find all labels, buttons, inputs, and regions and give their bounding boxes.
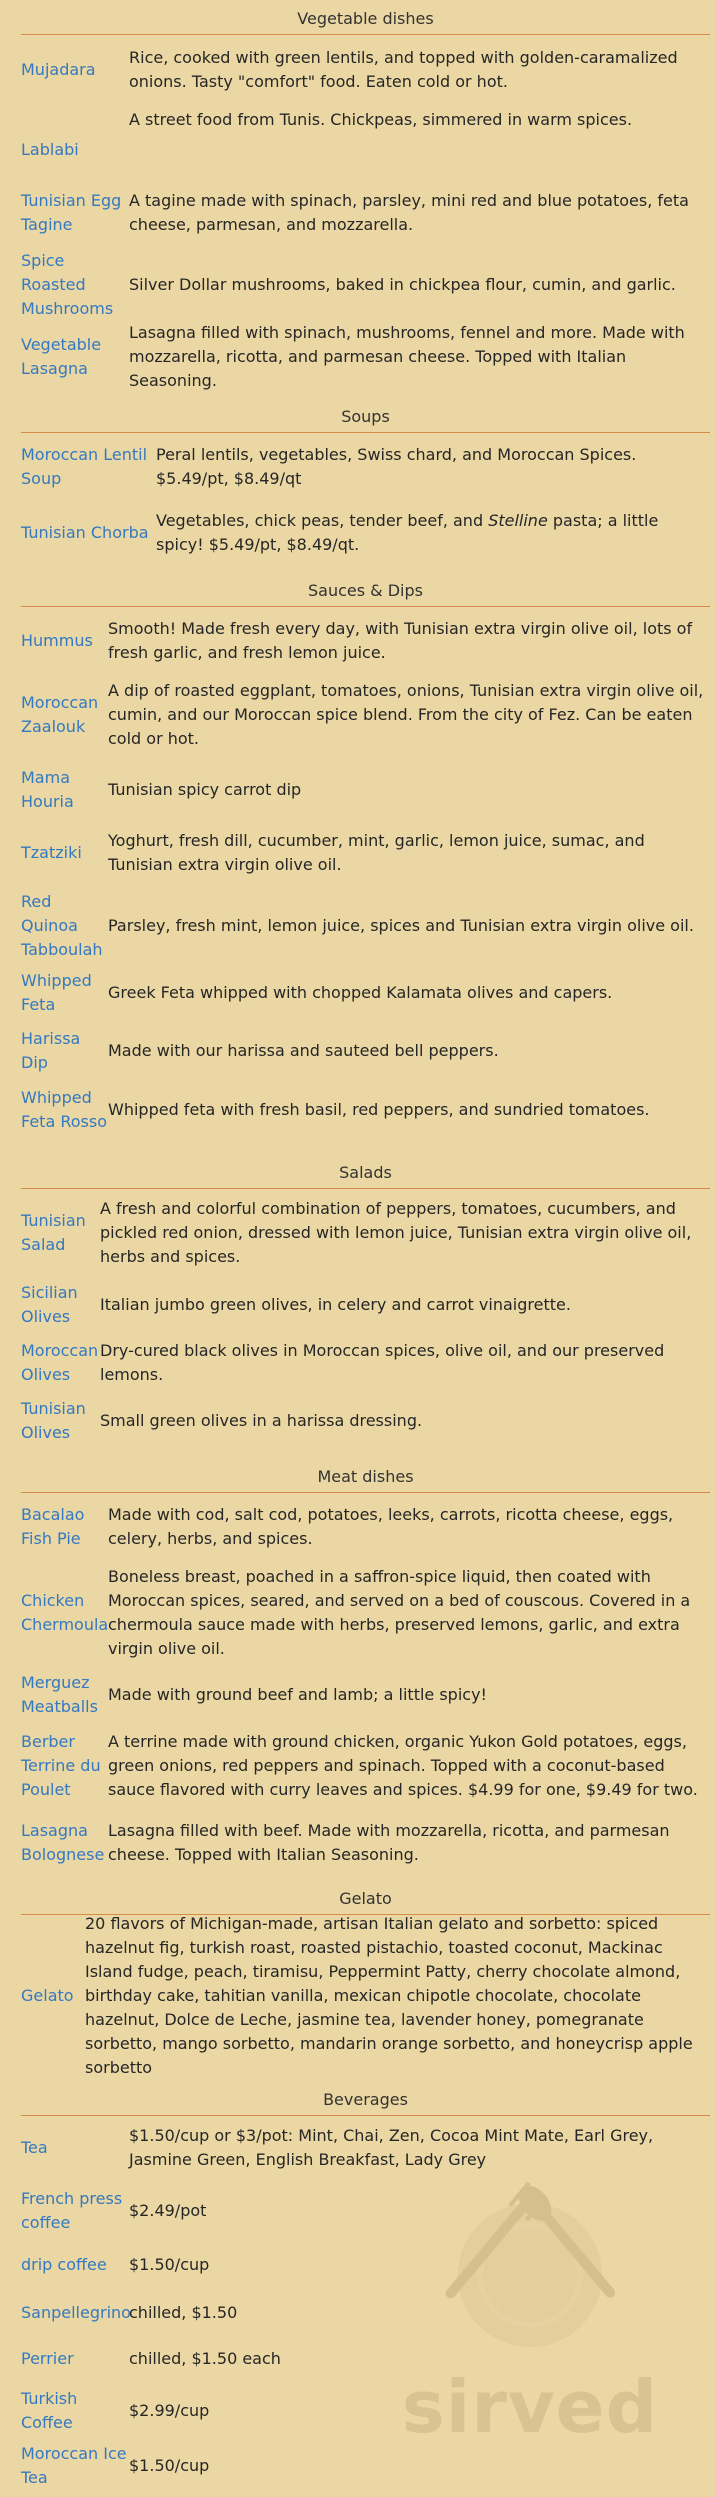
menu-item	[21, 1560, 708, 1666]
menu-item	[21, 1278, 708, 1332]
section-title: Soups	[21, 400, 710, 433]
item-name[interactable]: Gelato	[21, 1986, 74, 2005]
menu-item	[21, 1082, 708, 1138]
section-salads	[21, 1156, 710, 1456]
item-name[interactable]: Merguez Meatballs	[21, 1673, 98, 1716]
item-description: A terrine made with ground chicken, organic Yukon Gold potatoes, eggs, green onions, red peppers and spinach. Topped with a coconut-based sauce flavored with curry leaves and spices. $4.99 for one, $9.49 for two.	[108, 1732, 698, 1799]
menu-item	[21, 2439, 699, 2493]
menu-item	[21, 38, 707, 102]
item-name[interactable]: Bacalao Fish Pie	[21, 1505, 85, 1548]
section-title: Meat dishes	[21, 1460, 710, 1493]
section-title: Beverages	[21, 2083, 710, 2116]
item-name[interactable]: Spice Roasted Mushrooms	[21, 251, 114, 318]
item-description: Made with our harissa and sauteed bell peppers.	[108, 1041, 499, 1060]
menu-item	[21, 178, 707, 248]
item-name[interactable]: Hummus	[21, 631, 93, 650]
item-name[interactable]: Sicilian Olives	[21, 1283, 78, 1326]
item-description: Lasagna filled with spinach, mushrooms, fennel and more. Made with mozzarella, ricotta, and parmesan cheese. Topped with Italian Seasoning.	[129, 323, 685, 390]
menu-item	[21, 323, 707, 390]
menu-item	[21, 966, 708, 1020]
item-description: Made with ground beef and lamb; a little spicy!	[108, 1685, 487, 1704]
section-title: Gelato	[21, 1882, 710, 1915]
menu-item	[21, 248, 707, 322]
menu-item	[21, 1192, 708, 1274]
item-description: Tunisian spicy carrot dip	[108, 780, 302, 799]
menu-item	[21, 674, 708, 756]
item-description: Yoghurt, fresh dill, cucumber, mint, garlic, lemon juice, sumac, and Tunisian extra virgin olive oil.	[108, 831, 645, 874]
item-name[interactable]: Moroccan Olives	[21, 1341, 99, 1384]
item-description: Made with cod, salt cod, potatoes, leeks, carrots, ricotta cheese, eggs, celery, herbs, and spices.	[108, 1505, 674, 1548]
item-description: Small green olives in a harissa dressing.	[100, 1411, 423, 1430]
item-name[interactable]: Tunisian Salad	[21, 1211, 86, 1254]
item-description: Boneless breast, poached in a saffron-spice liquid, then coated with Moroccan spices, seared, and served on a bed of couscous. Covered in a chermoula sauce made with herbs, preserved lemons, garlic, and extra virgin olive oil.	[108, 1567, 691, 1658]
item-name[interactable]: Turkish Coffee	[21, 2389, 78, 2432]
menu-item	[21, 2337, 699, 2381]
section-beverages	[21, 2083, 710, 2495]
item-description: $1.50/cup	[129, 2255, 210, 2274]
item-description: Peral lentils, vegetables, Swiss chard, and Moroccan Spices. $5.49/pt, $8.49/qt	[156, 445, 637, 488]
item-description: Parsley, fresh mint, lemon juice, spices and Tunisian extra virgin olive oil.	[108, 916, 694, 935]
item-name[interactable]: Tunisian Chorba	[21, 523, 149, 542]
item-description: chilled, $1.50	[129, 2303, 238, 2322]
item-name[interactable]: Whipped Feta	[21, 971, 92, 1014]
item-description: A tagine made with spinach, parsley, mini red and blue potatoes, feta cheese, parmesan, and mozzarella.	[129, 191, 689, 234]
item-description: Rice, cooked with green lentils, and topped with golden-caramalized onions. Tasty "comfort" food. Eaten cold or hot.	[129, 48, 678, 91]
menu-item	[21, 1394, 708, 1448]
item-description: $2.49/pot	[129, 2201, 207, 2220]
menu-item	[21, 2291, 699, 2335]
section-soups	[21, 400, 710, 580]
item-name[interactable]: Whipped Feta Rosso	[21, 1088, 107, 1131]
item-name[interactable]: Tunisian Olives	[21, 1399, 86, 1442]
menu-item	[21, 1024, 708, 1078]
item-name[interactable]: Vegetable Lasagna	[21, 335, 102, 378]
item-description: Silver Dollar mushrooms, baked in chickpea flour, cumin, and garlic.	[129, 275, 676, 294]
item-name[interactable]: French press coffee	[21, 2189, 123, 2232]
item-description: A fresh and colorful combination of peppers, tomatoes, cucumbers, and pickled red onion, dressed with lemon juice, Tunisian extra virgin olive oil, herbs and spices.	[100, 1199, 692, 1266]
item-description: Whipped feta with fresh basil, red peppers, and sundried tomatoes.	[108, 1100, 650, 1119]
section-title: Vegetable dishes	[21, 2, 710, 35]
item-description: Smooth! Made fresh every day, with Tunisian extra virgin olive oil, lots of fresh garlic, and fresh lemon juice.	[108, 619, 693, 662]
item-description: Dry-cured black olives in Moroccan spices, olive oil, and our preserved lemons.	[100, 1341, 665, 1384]
menu-item	[21, 104, 707, 176]
item-name[interactable]: Mujadara	[21, 60, 96, 79]
menu-item	[21, 1668, 708, 1722]
section-gelato	[21, 1882, 710, 2082]
section-title: Sauces & Dips	[21, 574, 710, 607]
menu-item	[21, 822, 708, 884]
item-name[interactable]: Moroccan Ice Tea	[21, 2444, 127, 2487]
item-description: Lasagna filled with beef. Made with mozzarella, ricotta, and parmesan cheese. Topped with Italian Seasoning.	[108, 1821, 670, 1864]
item-name[interactable]: Mama Houria	[21, 768, 74, 811]
item-description: A street food from Tunis. Chickpeas, simmered in warm spices.	[129, 110, 633, 129]
item-name[interactable]: Tzatziki	[21, 843, 82, 862]
item-name[interactable]: Berber Terrine du Poulet	[21, 1732, 101, 1799]
section-title: Salads	[21, 1156, 710, 1189]
menu-item	[21, 1336, 708, 1390]
item-name[interactable]: Tea	[21, 2138, 48, 2157]
section-vegetable-dishes	[21, 2, 710, 416]
item-name[interactable]: Lablabi	[21, 140, 79, 159]
menu-item	[21, 1722, 708, 1810]
item-description: 20 flavors of Michigan-made, artisan Italian gelato and sorbetto: spiced hazelnut fig, turkish roast, roasted pistachio, toasted coconut, Mackinac Island fudge, peach, tiramisu, Peppermint Patty, cherry chocolate almond, birthday cake, tahitian vanilla, mexican chipotle chocolate, chocolate hazelnut, Dolce de Leche, jasmine tea, lavender honey, pomegranate sorbetto, mango sorbetto, mandarin orange sorbetto, and honeycrisp apple sorbetto	[85, 1914, 693, 2077]
item-name[interactable]: Harissa Dip	[21, 1029, 81, 1072]
item-description: $2.99/cup	[129, 2401, 210, 2420]
menu-item	[21, 2243, 699, 2287]
item-name[interactable]: Tunisian Egg Tagine	[21, 191, 122, 234]
item-description: Italian jumbo green olives, in celery and carrot vinaigrette.	[100, 1295, 571, 1314]
item-description: Greek Feta whipped with chopped Kalamata olives and capers.	[108, 983, 613, 1002]
menu-item	[21, 610, 708, 672]
item-name[interactable]: drip coffee	[21, 2255, 107, 2274]
watermark-text: sirved	[401, 2365, 659, 2449]
menu-item	[21, 2183, 699, 2239]
menu-item	[21, 1914, 708, 2077]
section-sauces-dips	[21, 574, 710, 1164]
item-name[interactable]: Red Quinoa Tabboulah	[21, 892, 103, 959]
item-name[interactable]: Perrier	[21, 2349, 74, 2368]
item-description: $1.50/cup or $3/pot: Mint, Chai, Zen, Cocoa Mint Mate, Earl Grey, Jasmine Green, English Breakfast, Lady Grey	[129, 2126, 654, 2169]
menu-item	[21, 888, 708, 964]
menu-item	[21, 1812, 708, 1874]
item-name[interactable]: Moroccan Lentil Soup	[21, 445, 148, 488]
item-name[interactable]: Moroccan Zaalouk	[21, 693, 99, 736]
menu-item	[21, 2383, 699, 2439]
item-name[interactable]: Sanpellegrino	[21, 2303, 131, 2322]
section-meat-dishes	[21, 1460, 710, 1880]
item-description: $1.50/cup	[129, 2456, 210, 2475]
item-description: chilled, $1.50 each	[129, 2349, 281, 2368]
item-name[interactable]: Lasagna Bolognese	[21, 1821, 105, 1864]
menu-item	[21, 760, 708, 820]
menu-item	[21, 1496, 708, 1558]
item-description: A dip of roasted eggplant, tomatoes, onions, Tunisian extra virgin olive oil, cumin, and our Moroccan spice blend. From the city of Fez. Can be eaten cold or hot.	[108, 681, 704, 748]
menu-item	[21, 436, 708, 498]
menu-item	[21, 502, 708, 564]
item-description: Vegetables, chick peas, tender beef, and Stelline pasta; a little spicy! $5.49/pt, $8.49/qt.	[156, 511, 659, 554]
menu-item	[21, 2117, 699, 2179]
item-name[interactable]: Chicken Chermoula	[21, 1591, 109, 1634]
